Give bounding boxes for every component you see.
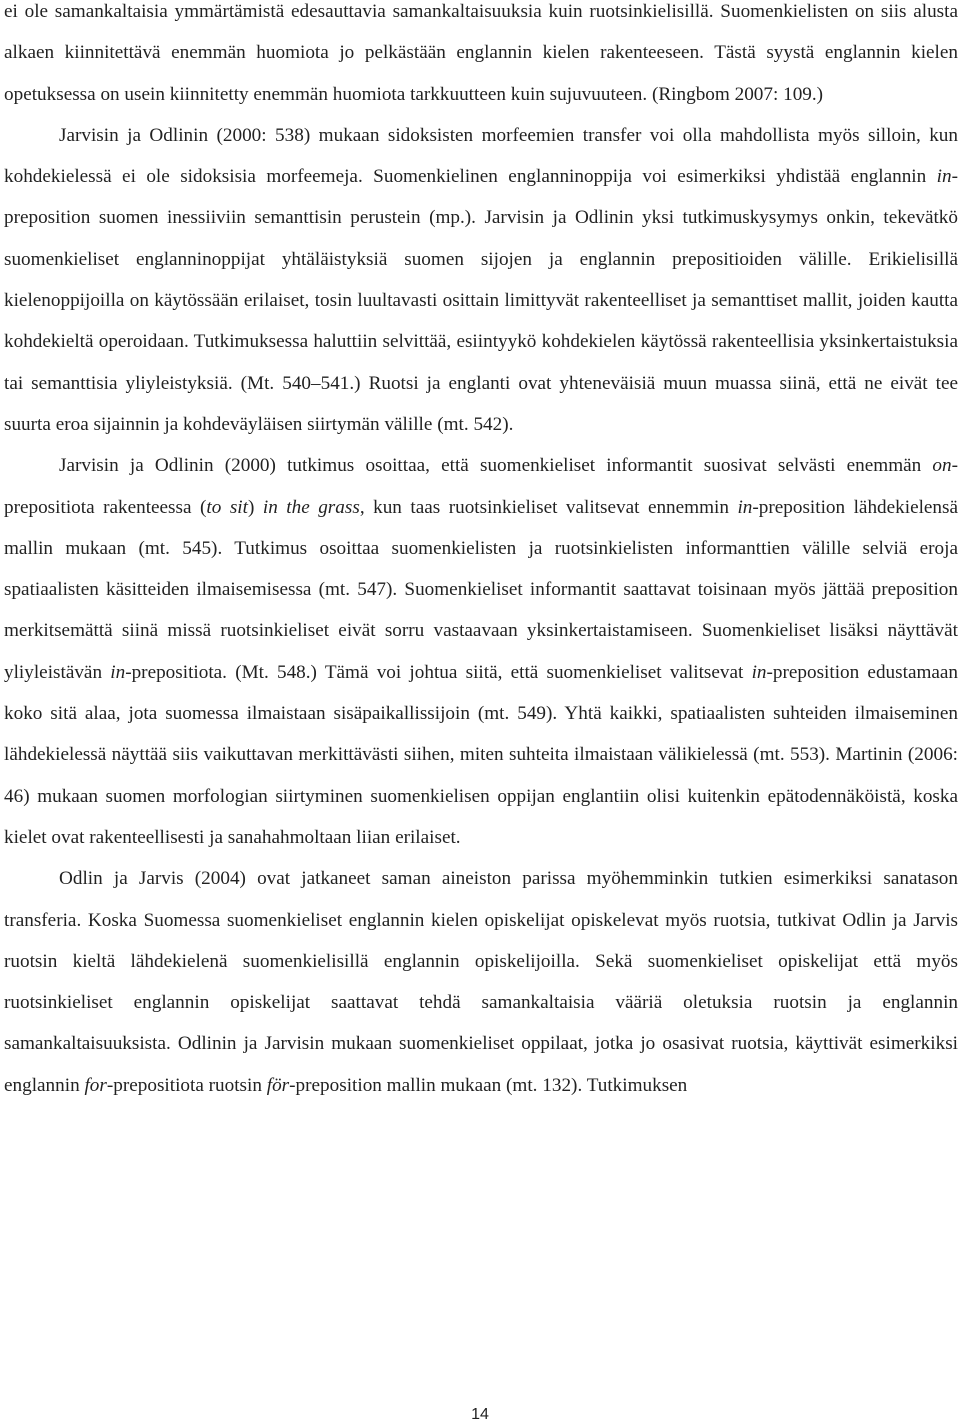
page-number: 14	[471, 1406, 489, 1423]
italic-term: for	[84, 1074, 107, 1096]
italic-term: to sit	[206, 496, 248, 518]
text-run: -prepositiota rakenteessa (	[4, 455, 958, 518]
text-run: Jarvisin ja Odlinin (2000) tutkimus osoittaa, että suomenkieliset informantit suosivat selvästi enemmän	[59, 455, 933, 477]
text-run: -preposition lähdekielensä mallin mukaan (mt. 545). Tutkimus osoittaa suomenkielisten ja ruotsinkielisten informanttien välille selviä eroja spatiaalisten käsitteiden ilmaisemisessa (mt. 547). Suomenkieliset informantit saattavat toisinaan myös jättää preposition merkitsemättä siinä missä ruotsinkieliset eivät sorru vastaavaan yksinkertaistamiseen. Suomenkieliset lisäksi näyttävät yliyleistävän	[4, 496, 959, 683]
document-body	[4, 0, 958, 1106]
italic-term: in the grass	[262, 496, 360, 518]
paragraph	[4, 115, 958, 445]
text-run: ei ole samankaltaisia ymmärtämistä edesauttavia samankaltaisuuksia kuin ruotsinkielisillä. Suomenkielisten on siis alusta alkaen kiinnitettävä enemmän huomiota jo pelkästään englannin kielen rakenteeseen. Tästä syystä englannin kielen opetuksessa on usein kiinnitetty enemmän huomiota tarkkuutteen kuin sujuvuuteen. (Ringbom 2007: 109.)	[4, 1, 958, 105]
text-run: Jarvisin ja Odlinin (2000: 538) mukaan sidoksisten morfeemien transfer voi olla mahdollista myös silloin, kun kohdekielessä ei ole sidoksisia morfeemeja. Suomenkielinen englanninoppija voi esimerkiksi yhdistää englannin	[4, 124, 958, 188]
text-run: -preposition suomen inessiiviin semanttisin perustein (mp.). Jarvisin ja Odlinin yksi tutkimuskysymys onkin, tekevätkö suomenkieliset englanninoppijat yhtäläistyksiä suomen sijojen ja englannin prepositioiden välille. Erikielisillä kielenoppijoilla on käytössään erilaiset, tosin luultavasti osittain limittyvät rakenteelliset ja semanttiset mallit, joiden kautta kohdekieltä operoidaan. Tutkimuksessa haluttiin selvittää, esiintyykö kohdekielen käytössä rakenteellisia yksinkertaistuksia tai semanttisia yliyleistyksiä. (Mt. 540–541.) Ruotsi ja englanti ovat yhteneväisiä muun muassa siinä, että ne eivät tee suurta eroa sijainnin ja kohdeväyläisen siirtymän välille (mt. 542).	[4, 166, 958, 435]
text-run: )	[247, 496, 263, 518]
text-run: , kun taas ruotsinkieliset valitsevat ennemmin	[359, 496, 738, 518]
italic-term: för	[266, 1074, 290, 1096]
text-run: -prepositiota ruotsin	[106, 1074, 267, 1096]
paragraph	[4, 445, 958, 858]
italic-term: in	[110, 661, 126, 683]
paragraph	[4, 0, 958, 115]
text-run: -preposition edustamaan koko sitä alaa, jota suomessa ilmaistaan sisäpaikallissijoin (mt. 549). Yhtä kaikki, spatiaalisten suhteiden ilmaiseminen lähdekielessä näyttää siis vaikuttavan merkittävästi siihen, miten suhteita ilmaistaan välikielessä (mt. 553). Martinin (2006: 46) mukaan suomen morfologian siirtyminen suomenkielisen oppijan englantiin olisi kuitenkin epätodennäköistä, koska kielet ovat rakenteellisesti ja sanahahmoltaan liian erilaiset.	[4, 661, 959, 848]
italic-term: in	[751, 661, 767, 683]
text-run: Odlin ja Jarvis (2004) ovat jatkaneet saman aineiston parissa myöhemminkin tutkien esimerkiksi sanatason transferia. Koska Suomessa suomenkieliset englannin kielen opiskelijat opiskelevat myös ruotsia, tutkivat Odlin ja Jarvis ruotsin kieltä lähdekielenä suomenkielisillä englannin opiskelijoilla. Sekä suomenkieliset opiskelijat että myös ruotsinkieliset englannin opiskelijat saattavat tehdä samankaltaisia vääriä oletuksia ruotsin ja englannin samankaltaisuuksista. Odlinin ja Jarvisin mukaan suomenkieliset oppilaat, jotka jo osasivat ruotsia, käyttivät esimerkiksi englannin	[4, 868, 958, 1096]
italic-term: on	[932, 455, 952, 477]
text-run: -preposition mallin mukaan (mt. 132). Tutkimuksen	[289, 1074, 688, 1096]
paragraph	[4, 858, 958, 1106]
italic-term: in	[936, 166, 952, 188]
text-run: -prepositiota. (Mt. 548.) Tämä voi johtua siitä, että suomenkieliset valitsevat	[125, 661, 752, 683]
italic-term: in	[737, 496, 753, 518]
